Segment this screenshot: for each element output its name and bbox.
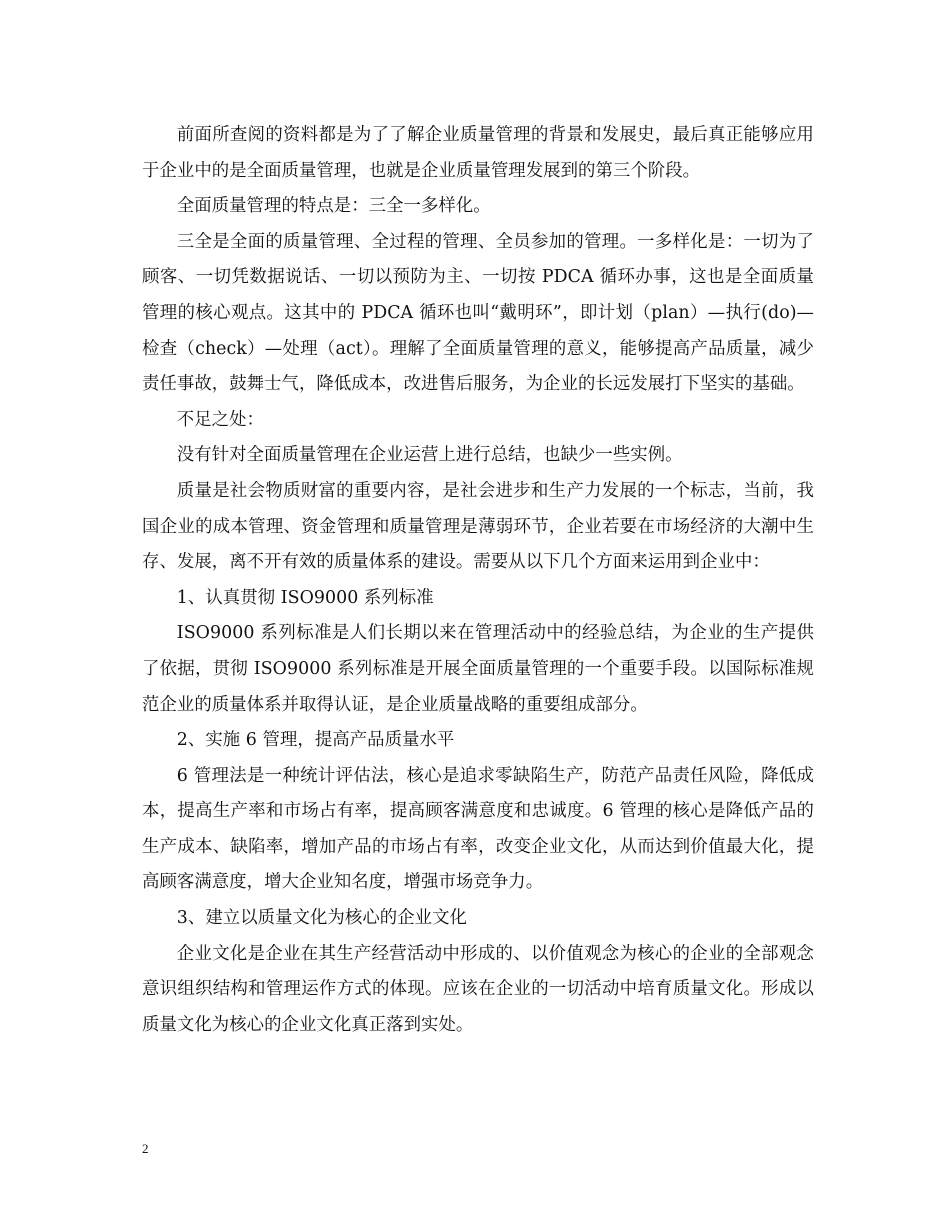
paragraph-six-management: 6 管理法是一种统计评估法，核心是追求零缺陷生产，防范产品责任风险，降低成本，提高生产率和市场占有率，提高顾客满意度和忠诚度。6 管理的核心是降低产品的生产成本、缺陷率，增加产品的市场占有率，改变企业文化，从而达到价值最大化，提高顾客满意度，增大企业知名度，增强市场竞争力。 xyxy=(142,765,814,893)
document-body xyxy=(142,118,814,1043)
heading-iso9000: 1、认真贯彻 ISO9000 系列标准 xyxy=(176,587,434,608)
page-number: 2 xyxy=(142,1141,149,1156)
paragraph-iso9000: ISO9000 系列标准是人们长期以来在管理活动中的经验总结，为企业的生产提供了依据，贯彻 ISO9000 系列标准是开展全面质量管理的一个重要手段。以国际标准规范企业的质量体系并取得认证，是企业质量战略的重要组成部分。 xyxy=(142,623,814,715)
paragraph-shortcomings-heading: 不足之处： xyxy=(176,409,265,430)
paragraph-tqm-background: 前面所查阅的资料都是为了了解企业质量管理的背景和发展史，最后真正能够应用于企业中的是全面质量管理，也就是企业质量管理发展到的第三个阶段。 xyxy=(142,125,814,181)
paragraph-shortcomings-text: 没有针对全面质量管理在企业运营上进行总结，也缺少一些实例。 xyxy=(176,445,683,466)
paragraph-quality-culture: 企业文化是企业在其生产经营活动中形成的、以价值观念为核心的企业的全部观念意识组织结构和管理运作方式的体现。应该在企业的一切活动中培育质量文化。形成以质量文化为核心的企业文化真正落到实处。 xyxy=(142,943,814,1035)
paragraph-three-full-one-diversity: 三全是全面的质量管理、全过程的管理、全员参加的管理。一多样化是：一切为了顾客、一切凭数据说话、一切以预防为主、一切按 PDCA 循环办事，这也是全面质量管理的核心观点。这其中的 PDCA 循环也叫“戴明环”，即计划（plan）—执行(do)—检查（check）—处理（act）。理解了全面质量管理的意义，能够提高产品质量，减少责任事故，鼓舞士气，降低成本，改进售后服务，为企业的长远发展打下坚实的基础。 xyxy=(142,231,814,395)
paragraph-tqm-features: 全面质量管理的特点是：三全一多样化。 xyxy=(176,196,491,217)
paragraph-quality-importance: 质量是社会物质财富的重要内容，是社会进步和生产力发展的一个标志，当前，我国企业的成本管理、资金管理和质量管理是薄弱环节，企业若要在市场经济的大潮中生存、发展，离不开有效的质量体系的建设。需要从以下几个方面来运用到企业中： xyxy=(142,480,814,573)
heading-quality-culture: 3、建立以质量文化为核心的企业文化 xyxy=(176,908,467,929)
heading-six-management: 2、实施 6 管理，提高产品质量水平 xyxy=(176,730,455,751)
